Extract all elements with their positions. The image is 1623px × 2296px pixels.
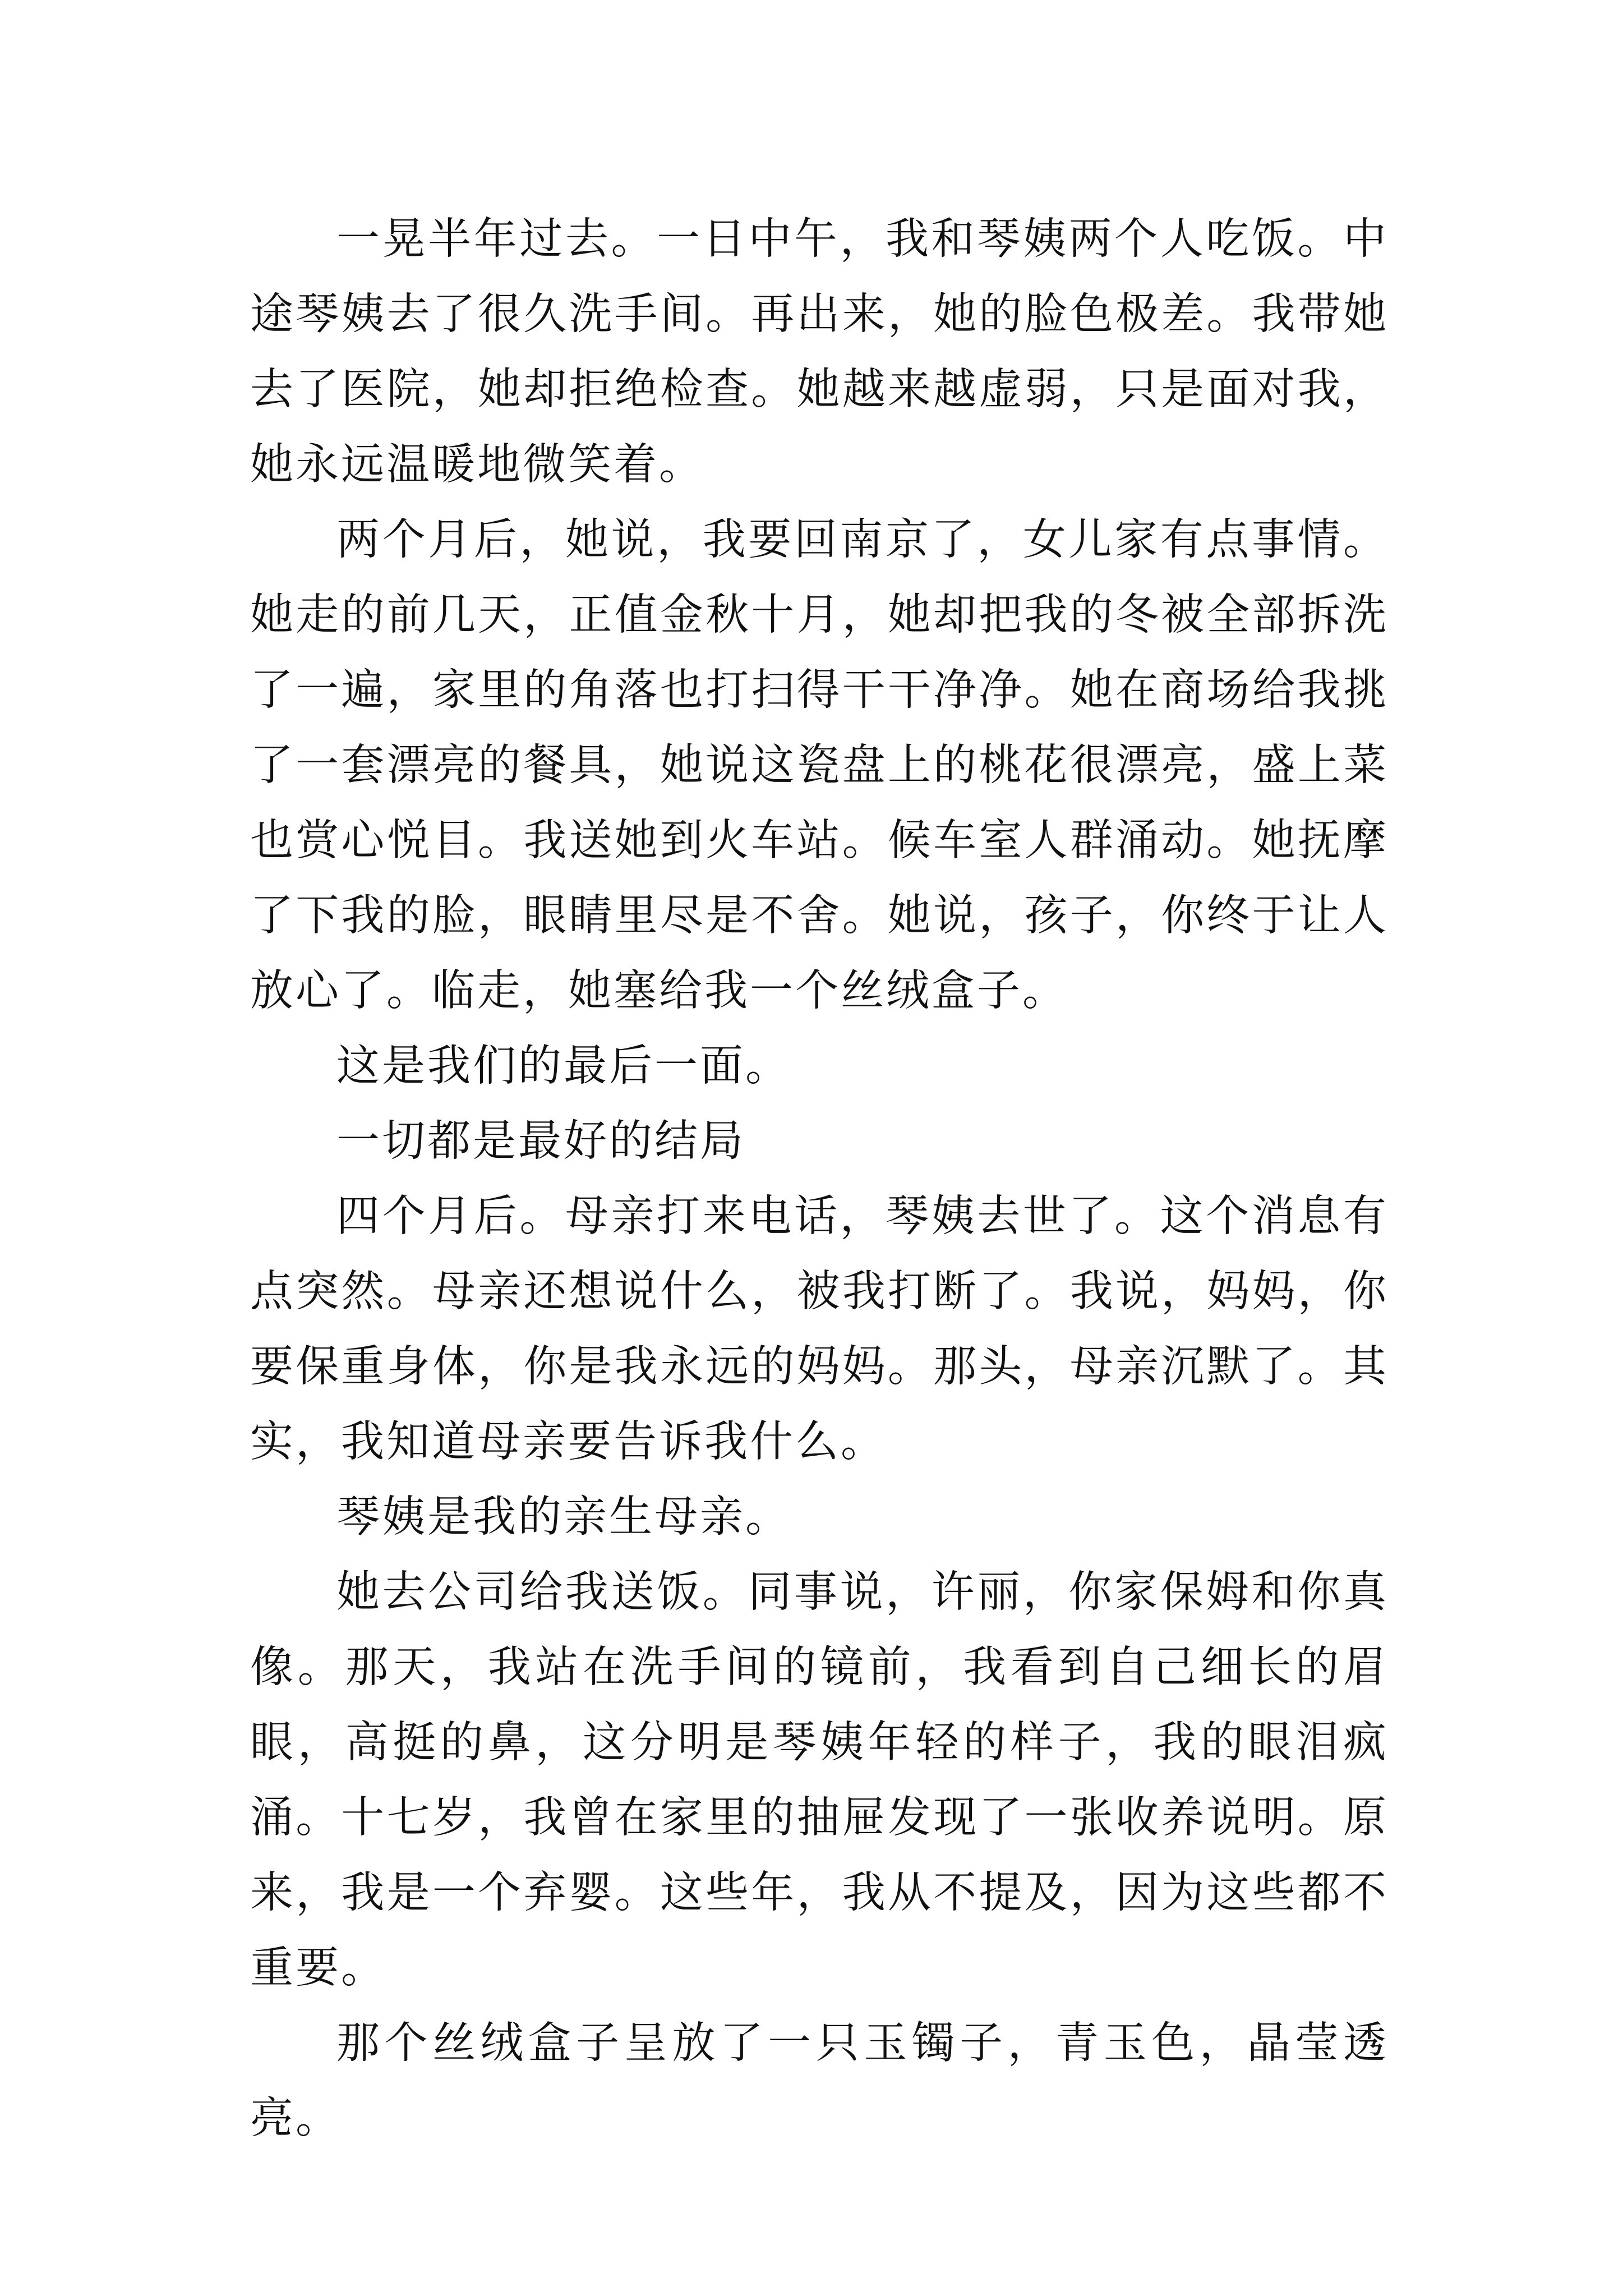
document-body [250,202,1389,2156]
section-heading: 一切都是最好的结局 [336,1116,745,1166]
paragraph: 琴姨是我的亲生母亲。 [336,1492,791,1542]
paragraph: 一晃半年过去。一日中午，我和琴姨两个人吃饭。中途琴姨去了很久洗手间。再出来，她的脸色极差。我带她去了医院，她却拒绝检查。她越来越虚弱，只是面对我，她永远温暖地微笑着。 [250,214,1389,490]
paragraph: 那个丝绒盒子呈放了一只玉镯子，青玉色，晶莹透亮。 [250,2018,1389,2143]
paragraph: 这是我们的最后一面。 [336,1041,791,1091]
paragraph: 她去公司给我送饭。同事说，许丽，你家保姆和你真像。那天，我站在洗手间的镜前，我看到自己细长的眉眼，高挺的鼻，这分明是琴姨年轻的样子，我的眼泪疯涌。十七岁，我曾在家里的抽屉发现了一张收养说明。原来，我是一个弃婴。这些年，我从不提及，因为这些都不重要。 [250,1567,1389,1993]
paragraph: 两个月后，她说，我要回南京了，女儿家有点事情。她走的前几天，正值金秋十月，她却把我的冬被全部拆洗了一遍，家里的角落也打扫得干干净净。她在商场给我挑了一套漂亮的餐具，她说这瓷盘上的桃花很漂亮，盛上菜也赏心悦目。我送她到火车站。候车室人群涌动。她抚摩了下我的脸，眼睛里尽是不舍。她说，孩子，你终于让人放心了。临走，她塞给我一个丝绒盒子。 [250,515,1389,1016]
paragraph: 四个月后。母亲打来电话，琴姨去世了。这个消息有点突然。母亲还想说什么，被我打断了。我说，妈妈，你要保重身体，你是我永远的妈妈。那头，母亲沉默了。其实，我知道母亲要告诉我什么。 [250,1191,1389,1467]
